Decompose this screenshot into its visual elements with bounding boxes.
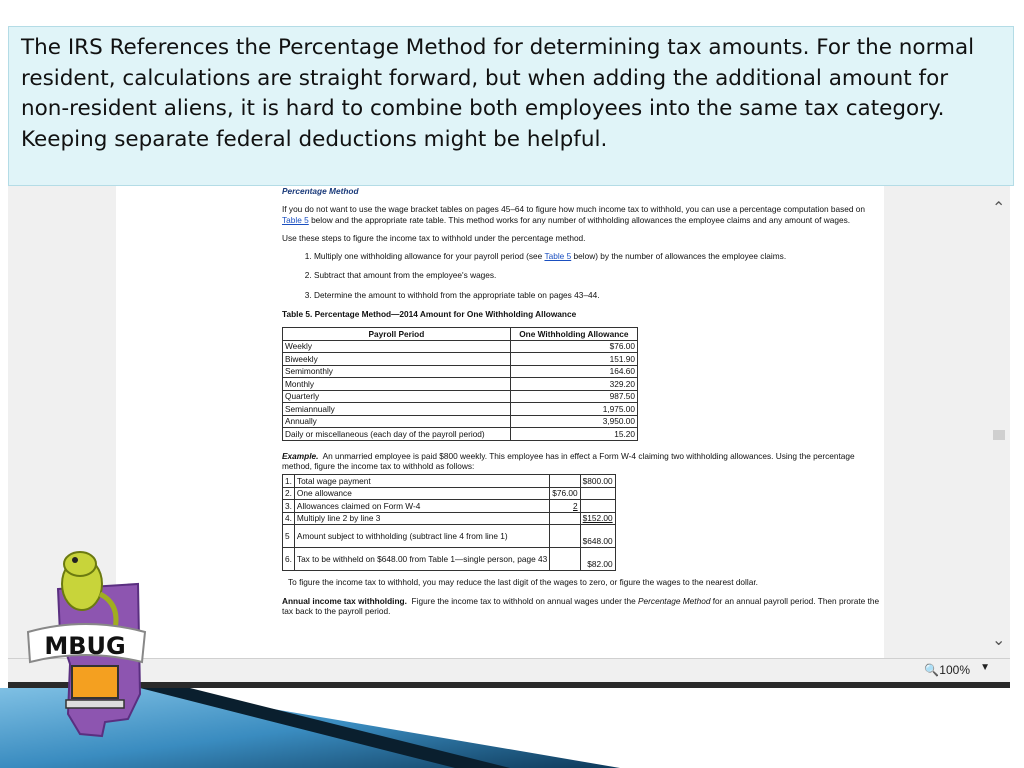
rounding-note: To figure the income tax to withhold, you may reduce the last digit of the wages to zero, or figure the wages to the nearest dollar. — [288, 577, 758, 588]
table-row: 4. Multiply line 2 by line 3 $152.00 — [283, 512, 616, 525]
table5 — [282, 327, 638, 441]
document-content — [282, 186, 882, 624]
frog-head — [64, 552, 96, 576]
zoom-level[interactable]: 🔍100% — [924, 663, 970, 677]
table5-link[interactable]: Table 5 — [282, 214, 309, 225]
document-page — [116, 186, 884, 658]
table-row: Quarterly 987.50 — [283, 390, 638, 403]
table5-title: Table 5. Percentage Method—2014 Amount for One Withholding Allowance — [282, 309, 577, 320]
mbug-logo — [10, 544, 160, 739]
frog-eye — [72, 557, 78, 563]
vertical-scrollbar[interactable] — [990, 186, 1008, 658]
scroll-down-icon[interactable]: ⌄ — [992, 632, 1006, 649]
step-1: 1. Multiply one withholding allowance for your payroll period (see Table 5 below) by the number of allowances the employee claims. — [314, 251, 882, 261]
step-2: 2. Subtract that amount from the employee's wages. — [314, 270, 882, 280]
logo-text: MBUG — [44, 632, 126, 660]
section-heading: Percentage Method — [282, 186, 359, 196]
table-row: 3. Allowances claimed on Form W-4 2 — [283, 500, 616, 513]
scroll-up-icon[interactable]: ⌃ — [992, 200, 1006, 217]
table-row: Weekly $76.00 — [283, 340, 638, 353]
table-header: Payroll Period — [283, 328, 511, 341]
table-row: 1. Total wage payment $800.00 — [283, 475, 616, 488]
table-row: 5 Amount subject to withholding (subtract line 4 from line 1) $648.00 — [283, 525, 616, 548]
zoom-dropdown-icon[interactable]: ▼ — [980, 662, 990, 673]
table-row: Semiannually 1,975.00 — [283, 403, 638, 416]
table-row: 6. Tax to be withheld on $648.00 from Table 1—single person, page 43 $82.00 — [283, 548, 616, 571]
table-row: Daily or miscellaneous (each day of the payroll period) 15.20 — [283, 428, 638, 441]
state-shape — [58, 584, 140, 736]
table-header: One Withholding Allowance — [510, 328, 637, 341]
intro-paragraph: If you do not want to use the wage bracket tables on pages 45–64 to figure how much income tax to withhold, you can use a percentage computation based on Table 5 below and the appropriate rate table. This method works for any number of withholding allowances the employee claims and any amount of wages. — [282, 204, 866, 225]
computer-base — [66, 700, 124, 708]
table-row: Annually 3,950.00 — [283, 415, 638, 428]
steps-intro: Use these steps to figure the income tax to withhold under the percentage method. — [282, 232, 586, 243]
table-row: 2. One allowance $76.00 — [283, 487, 616, 500]
steps-list — [282, 251, 882, 300]
table-row: Biweekly 151.90 — [283, 353, 638, 366]
scroll-thumb[interactable] — [993, 430, 1005, 440]
step-3: 3. Determine the amount to withhold from the appropriate table on pages 43–44. — [314, 290, 882, 300]
callout-text: The IRS References the Percentage Method for determining tax amounts. For the normal resident, calculations are straight forward, but when adding the additional amount for non-resident aliens, it is hard to combine both employees into the same tax category. Keeping separate federal deductions might be helpful. — [21, 35, 975, 152]
table-row: Semimonthly 164.60 — [283, 365, 638, 378]
table-row: Monthly 329.20 — [283, 378, 638, 391]
annual-paragraph: Annual income tax withholding. Figure the income tax to withhold on annual wages under the Percentage Method for an annual payroll period. Then prorate the tax back to the payroll period. — [282, 595, 880, 617]
table5-link-2[interactable]: Table 5 — [544, 251, 572, 262]
example-paragraph: Example. An unmarried employee is paid $800 weekly. This employee has in effect a Form W-4 claiming two withholding allowances. Using the percentage method, figure the income tax to withhold as follows: — [282, 450, 855, 472]
example-table — [282, 474, 616, 571]
computer-screen — [72, 666, 118, 698]
callout-box — [8, 26, 1014, 186]
